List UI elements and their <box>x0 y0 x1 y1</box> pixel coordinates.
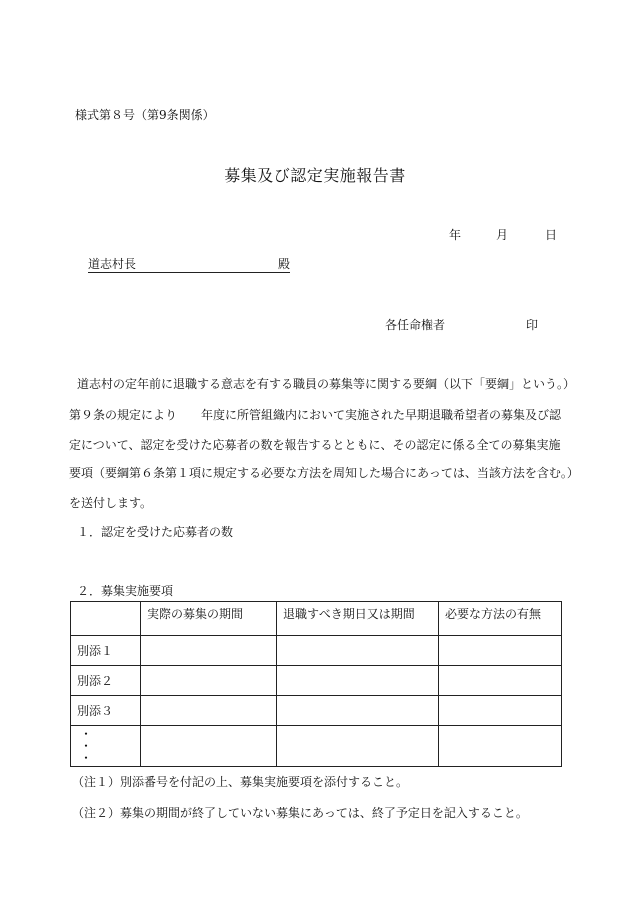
table-cell: 別添１ <box>71 636 141 666</box>
body-paragraph-line: 要項（要綱第６条第１項に規定する必要な方法を周知した場合にあっては、当該方法を含む。） <box>69 466 579 480</box>
body-paragraph-line: を送付します。 <box>69 496 153 510</box>
document-title: 募集及び認定実施報告書 <box>224 166 406 185</box>
table-cell <box>277 726 439 767</box>
form-number-label: 様式第８号（第9条関係） <box>75 108 215 122</box>
body-paragraph-line: 定について、認定を受けた応募者の数を報告するとともに、その認定に係る全ての募集実施 <box>69 438 561 452</box>
table-cell <box>141 666 277 696</box>
date-year-label: 年 <box>449 228 462 242</box>
table-cell: 別添３ <box>71 696 141 726</box>
addressee-honorific: 殿 <box>278 257 291 271</box>
note-1: （注１）別添番号を付記の上、募集実施要項を添付すること。 <box>72 775 409 789</box>
note-2: （注２）募集の期間が終了していない募集にあっては、終了予定日を記入すること。 <box>72 806 528 820</box>
table-cell <box>141 636 277 666</box>
body-paragraph-line: 第９条の規定により 年度に所管組織内において実施された早期退職希望者の募集及び認 <box>69 408 562 422</box>
table-cell <box>141 696 277 726</box>
item-applicant-count: １．認定を受けた応募者の数 <box>77 525 234 539</box>
ellipsis-cell: ・ ・ ・ <box>71 726 141 767</box>
item-recruitment-guidelines: ２．募集実施要項 <box>77 584 174 598</box>
table-header-row <box>71 602 562 636</box>
table-cell <box>439 726 562 767</box>
table-cell <box>141 726 277 767</box>
table-cell: 別添２ <box>71 666 141 696</box>
table-cell <box>277 636 439 666</box>
table-header-cell: 必要な方法の有無 <box>439 602 562 636</box>
date-day-label: 日 <box>545 228 558 242</box>
table-row-ellipsis <box>71 726 562 767</box>
sender-title: 各任命権者 <box>385 318 446 332</box>
table-cell <box>277 666 439 696</box>
table-cell <box>439 636 562 666</box>
table-header-cell: 実際の募集の期間 <box>141 602 277 636</box>
date-month-label: 月 <box>496 228 509 242</box>
addressee-name: 道志村長 <box>88 257 137 271</box>
seal-mark: 印 <box>526 318 539 332</box>
table-row <box>71 666 562 696</box>
table-header-cell: 退職すべき期日又は期間 <box>277 602 439 636</box>
table-row <box>71 696 562 726</box>
guidelines-table <box>70 601 562 767</box>
table-cell <box>439 666 562 696</box>
table-row <box>71 636 562 666</box>
table-cell <box>439 696 562 726</box>
table-cell <box>277 696 439 726</box>
body-paragraph-line: 道志村の定年前に退職する意志を有する職員の募集等に関する要綱（以下「要綱」という。） <box>77 377 576 391</box>
table-header-cell <box>71 602 141 636</box>
